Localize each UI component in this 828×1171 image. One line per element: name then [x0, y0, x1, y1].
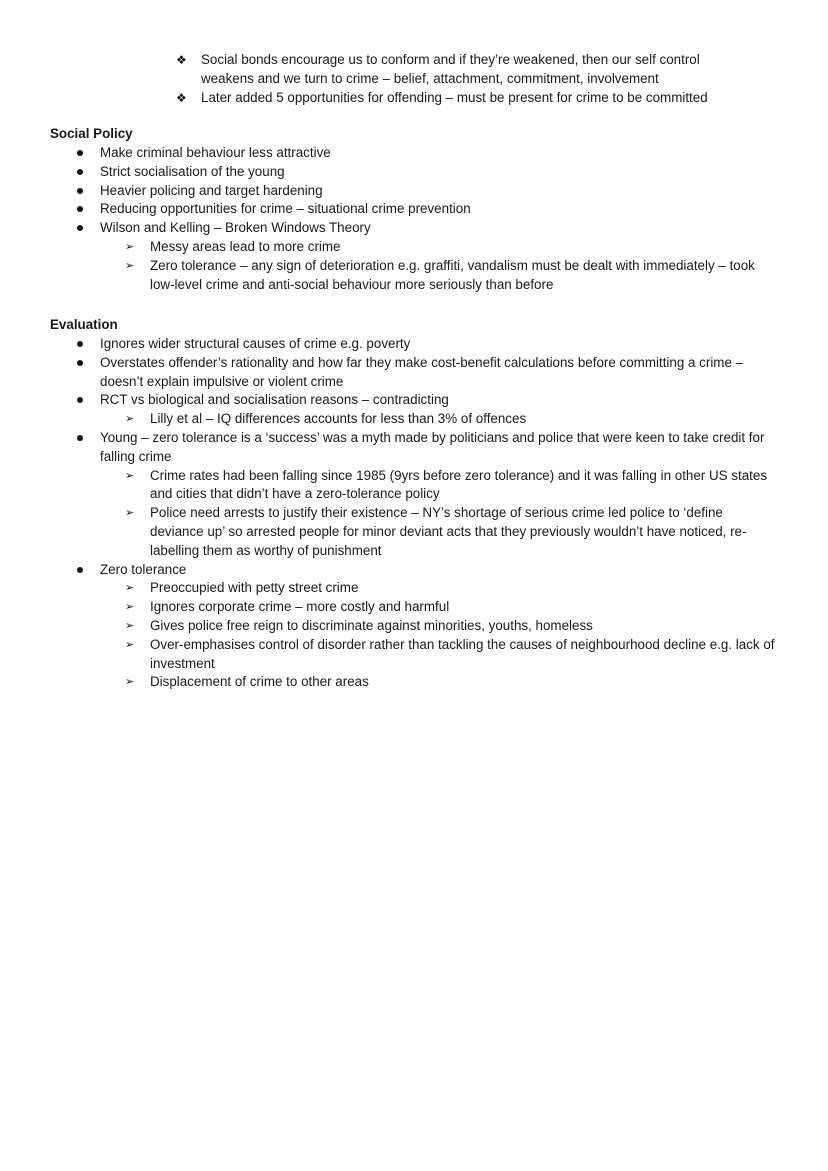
list-item: Strict socialisation of the young — [50, 163, 780, 182]
sub-list-item: ➢ Police need arrests to justify their existence – NY’s shortage of serious crime led police to ‘define deviance up’ so arrested people for minor deviant acts that they previously wouldn’t have noticed, re-labelling them as worthy of punishment — [125, 505, 747, 558]
diamond-bullet-icon: ❖ — [176, 90, 187, 105]
section-heading-social-policy: Social Policy — [50, 126, 133, 141]
list-item: Reducing opportunities for crime – situational crime prevention — [50, 200, 780, 219]
sub-list-item: ➢ Displacement of crime to other areas — [100, 673, 780, 692]
sub-list-item: ➢ Preoccupied with petty street crime — [100, 579, 780, 598]
bullet-icon — [77, 206, 83, 212]
bullet-icon — [77, 188, 83, 194]
bullet-icon — [77, 341, 83, 347]
arrow-bullet-icon: ➢ — [125, 676, 135, 689]
sub-list-item: ➢ Gives police free reign to discriminate against minorities, youths, homeless — [100, 617, 780, 636]
bullet-icon — [77, 567, 83, 573]
sub-list-item: ➢ Ignores corporate crime – more costly and harmful — [100, 598, 780, 617]
evaluation-list — [50, 335, 780, 692]
bullet-icon — [77, 150, 83, 156]
sub-list — [100, 467, 780, 561]
bullet-icon — [77, 169, 83, 175]
list-item: Zero tolerance ➢ Preoccupied with petty street crime ➢ Ignores corporate crime – more costly and harmful ➢ Gives police free reign to discriminate against minorities, youths, homeless ➢ Over-emphasises control of disorder rather than tackling the causes of neighbourhood decline e.g. lack of investment ➢ Displacement of crime to other areas — [50, 561, 780, 693]
bullet-icon — [77, 435, 83, 441]
list-item: ❖ Social bonds encourage us to conform and if they’re weakened, then our self control weakens and we turn to crime – belief, attachment, commitment, involvement — [176, 52, 700, 86]
sub-list — [100, 238, 780, 294]
arrow-bullet-icon: ➢ — [125, 582, 135, 595]
list-item: Young – zero tolerance is a ‘success’ was a myth made by politicians and police that were keen to take credit for falling crime ➢ Crime rates had been falling since 1985 (9yrs before zero tolerance) and it was falling in other US states and cities that didn’t have a zero-tolerance policy ➢ Police need arrests to justify their existence – NY’s shortage of serious crime led police to ‘define deviance up’ so arrested people for minor deviant acts that they previously wouldn’t have noticed, re-labelling them as worthy of punishment — [50, 429, 780, 561]
arrow-bullet-icon: ➢ — [125, 619, 135, 632]
list-item: Heavier policing and target hardening — [50, 182, 780, 201]
sub-list-item: ➢ Crime rates had been falling since 1985 (9yrs before zero tolerance) and it was falling in other US states and cities that didn’t have a zero-tolerance policy — [125, 467, 768, 502]
sub-list-item: ➢ Messy areas lead to more crime — [100, 238, 780, 257]
list-item: Wilson and Kelling – Broken Windows Theory ➢ Messy areas lead to more crime ➢ Zero tolerance – any sign of deterioration e.g. graffiti, vandalism must be dealt with immediately – took low-level crime and anti-social behaviour more seriously than before — [50, 219, 780, 294]
bullet-icon — [77, 225, 83, 231]
sub-list — [100, 579, 780, 692]
intro-list — [176, 51, 736, 107]
sub-list — [100, 410, 780, 429]
social-policy-list — [50, 144, 780, 294]
list-item: Make criminal behaviour less attractive — [50, 144, 780, 163]
bullet-icon — [77, 397, 83, 403]
list-item: Ignores wider structural causes of crime e.g. poverty — [50, 335, 780, 354]
arrow-bullet-icon: ➢ — [125, 507, 135, 520]
list-item: RCT vs biological and socialisation reasons – contradicting ➢ Lilly et al – IQ differences accounts for less than 3% of offences — [50, 391, 780, 429]
sub-list-item: ➢ Over-emphasises control of disorder rather than tackling the causes of neighbourhood decline e.g. lack of investment — [125, 636, 775, 671]
section-heading-evaluation: Evaluation — [50, 317, 118, 332]
sub-list-item: ➢ Lilly et al – IQ differences accounts for less than 3% of offences — [100, 410, 780, 429]
list-item: Overstates offender’s rationality and how far they make cost-benefit calculations before committing a crime – doesn’t explain impulsive or violent crime — [50, 354, 780, 392]
list-item: ❖ Later added 5 opportunities for offending – must be present for crime to be committed — [176, 89, 736, 108]
arrow-bullet-icon: ➢ — [125, 413, 135, 426]
arrow-bullet-icon: ➢ — [125, 469, 135, 482]
arrow-bullet-icon: ➢ — [125, 259, 135, 272]
arrow-bullet-icon: ➢ — [125, 240, 135, 253]
sub-list-item: ➢ Zero tolerance – any sign of deterioration e.g. graffiti, vandalism must be dealt with immediately – took low-level crime and anti-social behaviour more seriously than before — [125, 257, 755, 292]
arrow-bullet-icon: ➢ — [125, 601, 135, 614]
diamond-bullet-icon: ❖ — [176, 53, 187, 67]
bullet-icon — [77, 360, 83, 366]
arrow-bullet-icon: ➢ — [125, 638, 135, 651]
